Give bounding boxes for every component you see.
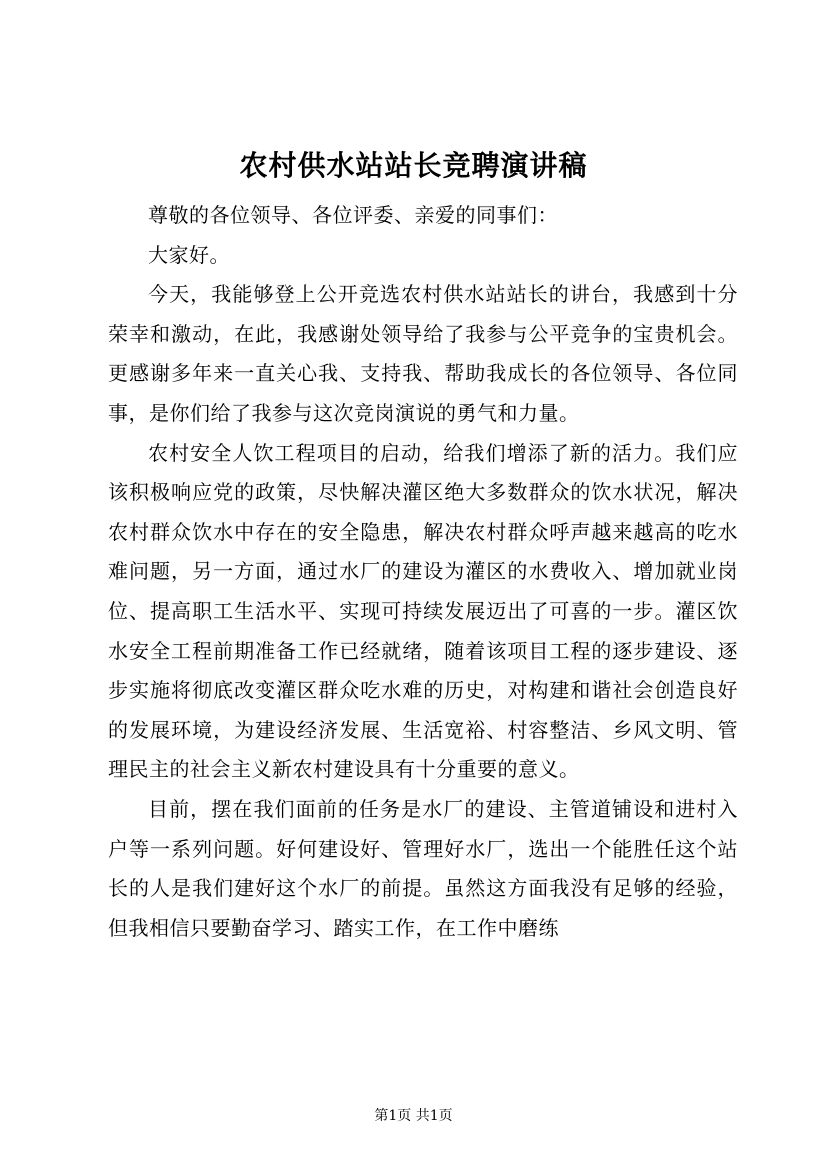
document-title: 农村供水站站长竞聘演讲稿: [239, 149, 588, 182]
paragraph-intro: 今天，我能够登上公开竞选农村供水站站长的讲台，我感到十分荣幸和激动，在此，我感谢处领导给了我参与公平竞争的宝贵机会。更感谢多年来一直关心我、支持我、帮助我成长的各位领导、各位同事，是你们给了我参与这次竞岗演说的勇气和力量。: [108, 282, 738, 425]
document-body: [108, 196, 738, 948]
page-footer: 第1页 共1页: [374, 1108, 453, 1124]
paragraph-tasks: 目前，摆在我们面前的任务是水厂的建设、主管道铺设和进村入户等一系列问题。好何建设好、管理好水厂，选出一个能胜任这个站长的人是我们建好这个水厂的前提。虽然这方面我没有足够的经验，但我相信只要勤奋学习、踏实工作，在工作中磨练: [108, 796, 738, 940]
paragraph-project: 农村安全人饮工程项目的启动，给我们增添了新的活力。我们应该积极响应党的政策，尽快解决灌区绝大多数群众的饮水状况，解决农村群众饮水中存在的安全隐患，解决农村群众呼声越来越高的吃水难问题，另一方面，通过水厂的建设为灌区的水费收入、增加就业岗位、提高职工生活水平、实现可持续发展迈出了可喜的一步。灌区饮水安全工程前期准备工作已经就绪，随着该项目工程的逐步建设、逐步实施将彻底改变灌区群众吃水难的历史，对构建和谐社会创造良好的发展环境，为建设经济发展、生活宽裕、村容整洁、乡风文明、管理民主的社会主义新农村建设具有十分重要的意义。: [108, 440, 738, 782]
paragraph-salutation: 尊敬的各位领导、各位评委、亲爱的同事们：: [148, 203, 558, 227]
paragraph-greeting: 大家好。: [148, 242, 230, 267]
